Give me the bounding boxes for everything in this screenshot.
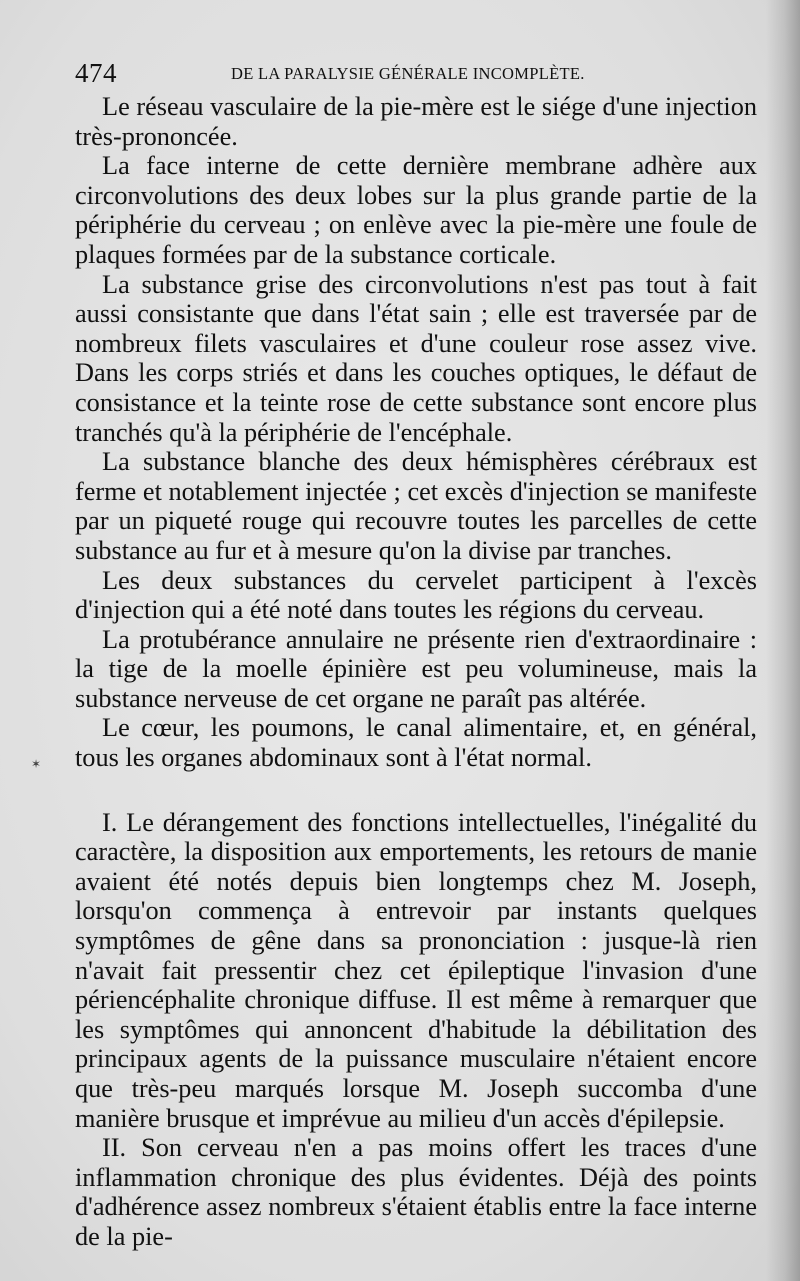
page-number: 474	[75, 58, 117, 88]
running-title: DE LA PARALYSIE GÉNÉRALE INCOMPLÈTE.	[231, 64, 585, 83]
paragraph-protuberance: La protubérance annulaire ne présente rien d'extraordinaire : la tige de la moelle épinière est peu volumineuse, mais la substance nerveuse de cet organe ne paraît pas altérée.	[75, 624, 757, 713]
paragraph-grey-substance: La substance grise des circonvolutions n'est pas tout à fait aussi consistante que dans l'état sain ; elle est traversée par de nombreux filets vasculaires et d'une couleur rose assez vive. Dans les corps striés et dans les couches optiques, le défaut de consistance et la teinte rose de cette substance sont encore plus tranchés qu'à la périphérie de l'encéphale.	[75, 269, 757, 447]
body-text	[75, 92, 757, 1252]
page-edge-shadow	[766, 0, 800, 1281]
paragraph-organs: Le cœur, les poumons, le canal alimentaire, et, en général, tous les organes abdominaux sont à l'état normal.	[75, 713, 757, 773]
paragraph-cerebellum: Les deux substances du cervelet participent à l'excès d'injection qui a été noté dans toutes les régions du cerveau.	[75, 565, 757, 625]
observation-1: I. Le dérangement des fonctions intellectuelles, l'inégalité du caractère, la disposition aux emportements, les retours de manie avaient été notés depuis bien longtemps chez M. Joseph, lorsqu'on commença à entrevoir par instants quelques symptômes de gêne dans sa prononciation : jusque-là rien n'avait fait pressentir chez cet épileptique l'invasion d'une périencéphalite chronique diffuse. Il est même à remarquer que les symptômes qui annoncent d'habitude la débilitation des principaux agents de la puissance musculaire n'étaient encore que très-peu marqués lorsque M. Joseph succomba d'une manière brusque et imprévue au milieu d'un accès d'épilepsie.	[75, 807, 757, 1133]
paragraph-pia-mater-adherence: La face interne de cette dernière membrane adhère aux circonvolutions des deux lobes sur la plus grande partie de la périphérie du cerveau ; on enlève avec la pie-mère une foule de plaques formées par de la substance corticale.	[75, 151, 757, 269]
section-gap	[75, 773, 757, 808]
paragraph-pia-mater-injection: Le réseau vasculaire de la pie-mère est le siége d'une injection très-prononcée.	[75, 92, 757, 151]
paragraph-white-substance: La substance blanche des deux hémisphères cérébraux est ferme et notablement injectée ; cet excès d'injection se manifeste par un piqueté rouge qui recouvre toutes les parcelles de cette substance au fur et à mesure qu'on la divise par tranches.	[75, 447, 757, 565]
running-head	[75, 58, 755, 88]
margin-mark: ✶	[31, 757, 42, 771]
observation-2: II. Son cerveau n'en a pas moins offert les traces d'une inflammation chronique des plus évidentes. Déjà des points d'adhérence assez nombreux s'étaient établis entre la face interne de la pie-	[75, 1133, 757, 1251]
